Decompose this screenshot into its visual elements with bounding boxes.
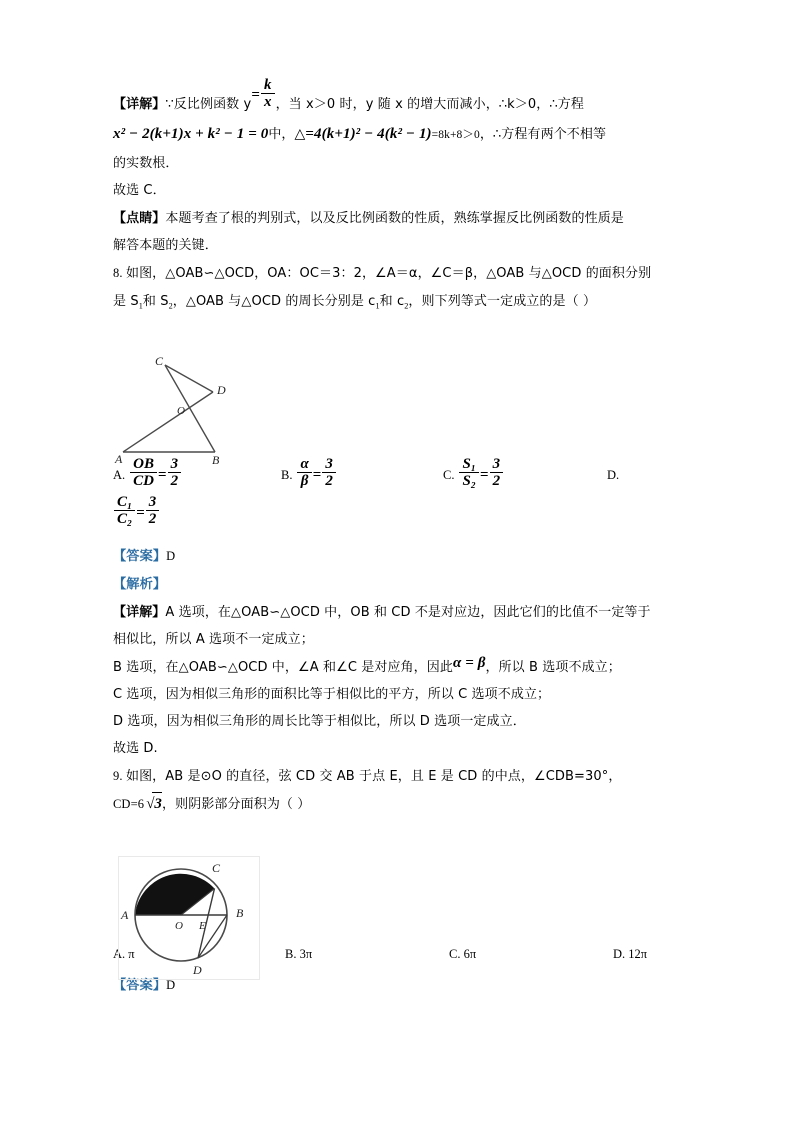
q7-insight-tag: 【点睛】 — [113, 211, 166, 227]
q9-answer-value: D — [166, 978, 176, 993]
radical-bar — [152, 792, 162, 793]
q8-option-a[interactable]: A. $\frac{OB}{CD}$ = $\frac{3}{2}$ — [113, 456, 182, 489]
q8-option-d-rden: 2 — [148, 511, 157, 528]
q8-answer-line — [113, 542, 691, 570]
q8-option-b-rden: 2 — [325, 473, 333, 490]
q8-detail-text3a: B 选项，在△OAB∽△OCD 中，∠A 和∠C 是对应角，因此 — [113, 660, 453, 676]
q8-option-c-den: S₂ — [462, 473, 477, 490]
q7-detail-conclusion: 故选 C． — [113, 183, 166, 199]
q8-sub-c1: 1 — [375, 302, 380, 312]
q7-detail-part2: ，当 x＞0 时，y 随 x 的增大而减小，∴k＞0，∴方程 — [275, 97, 584, 112]
q8-option-c-lhs — [459, 456, 479, 489]
q9-option-d-text: 12π — [628, 947, 648, 962]
label-A: A — [115, 452, 123, 466]
q8-option-d[interactable]: $\frac{\text{C₁}}{\text{C₂}}$ = $\frac{3}{2}$ — [113, 494, 160, 527]
q9-option-c[interactable] — [449, 947, 476, 962]
q8-detail-line4: C 选项，因为相似三角形的面积比等于相似比的平方，所以 C 选项不成立； — [113, 687, 551, 703]
q9-option-d[interactable] — [613, 947, 647, 962]
q8-answer-tag: 【答案】 — [113, 549, 167, 565]
q9-option-b[interactable] — [285, 947, 312, 962]
label-O: O — [177, 405, 185, 417]
q9-option-d-letter: D. — [613, 947, 626, 962]
q9-radical-three: √3 — [146, 791, 162, 818]
q8-option-a-num: OB — [130, 456, 157, 473]
q8-detail-line5: D 选项，因为相似三角形的周长比等于相似比，所以 D 选项一定成立． — [113, 714, 526, 730]
segment-CB — [165, 365, 215, 452]
q7-quadratic-equation: x² − 2(k+1)x + k² − 1 = 0 — [113, 126, 269, 143]
q8-option-d-letter-holder[interactable] — [607, 466, 619, 484]
q9-option-a-letter: A. — [113, 947, 126, 962]
q8-stem-line2 — [113, 287, 691, 320]
q7-discriminant-value: =8k+8＞0 — [431, 129, 480, 142]
q8-stem-d: 和 c — [379, 294, 405, 310]
q8-sub-s2: 2 — [168, 302, 173, 312]
q9-option-a-text: π — [128, 947, 135, 962]
label-B: B — [212, 453, 220, 467]
q8-detail-conclusion: 故选 D. — [113, 741, 158, 757]
q8-option-c-rhs — [490, 456, 504, 489]
q9-option-b-text: 3π — [299, 947, 313, 962]
q9-cd-value: CD=6 — [113, 797, 145, 812]
segment-AD — [123, 392, 213, 452]
circle-shaded-sector-svg — [119, 857, 257, 977]
label-C: C — [212, 861, 221, 875]
q7-detail-line3: 的实数根． — [113, 156, 179, 172]
q8-option-c-letter: C. — [443, 467, 455, 482]
q8-option-d-num: C₁ — [114, 494, 135, 511]
delta-equals: = — [305, 126, 315, 143]
q8-detail-tag: 【详解】 — [113, 605, 166, 621]
q8-options-row-2 — [113, 490, 691, 542]
q9-number: 9. — [113, 769, 123, 784]
q8-sub-s1: 1 — [138, 302, 143, 312]
q8-option-d-lhs — [114, 494, 135, 527]
q9-option-c-text: 6π — [463, 947, 477, 962]
q8-analysis-tag: 【解析】 — [113, 577, 167, 593]
q7-detail-part3: 中， — [268, 127, 295, 143]
q8-analysis-line — [113, 570, 691, 598]
q8-option-d-rhs — [146, 494, 160, 527]
q9-stem-text1: 如图，AB 是⊙O 的直径，弦 CD 交 AB 于点 E，且 E 是 CD 的中点，∠CDB=30°， — [125, 769, 622, 785]
q8-stem-c: ，△OAB 与△OCD 的周长分别是 c — [172, 294, 376, 310]
frac-denominator: x — [263, 94, 272, 111]
q7-insight-text1: 本题考查了根的判别式，以及反比例函数的性质，熟练掌握反比例函数的性质是 — [165, 211, 624, 227]
q8-option-d-letter: D. — [607, 468, 620, 483]
q9-stem-line2 — [113, 790, 691, 818]
label-C: C — [155, 354, 164, 368]
q8-stem-b: 和 S — [142, 294, 169, 310]
q8-stem-a: 是 S — [113, 294, 139, 310]
q7-eq-sign: = — [251, 87, 260, 103]
q8-option-a-letter: A. — [113, 467, 126, 482]
q9-option-c-letter: C. — [449, 947, 461, 962]
label-D: D — [193, 963, 202, 977]
shaded-sector-AOC — [135, 874, 215, 915]
q8-option-a-rnum: 3 — [168, 456, 182, 473]
frac-numerator: k — [261, 77, 275, 94]
q8-option-b-rnum: 3 — [322, 456, 336, 473]
q8-option-c-rden: 2 — [492, 473, 501, 490]
q8-option-b[interactable]: B. $\frac{\alpha}{\beta}$ = $\frac{3}{2}$ — [281, 456, 337, 489]
q7-discriminant-expression: 4(k+1)² − 4(k² − 1) — [314, 126, 432, 143]
delta-symbol: △ — [294, 127, 306, 143]
q8-sub-c2: 2 — [404, 302, 409, 312]
q7-fraction-k-over-x — [251, 77, 275, 110]
frac-k-x — [261, 77, 275, 110]
q8-detail-text3b: ，所以 B 选项不成立； — [485, 660, 621, 676]
q8-alpha-equals-beta: α = β — [452, 655, 486, 672]
q8-detail-line1 — [113, 598, 691, 626]
q8-option-a-den: CD — [133, 473, 154, 490]
q8-detail-text1: A 选项，在△OAB∽△OCD 中，OB 和 CD 不是对应边，因此它们的比值不一定等于 — [165, 605, 651, 621]
label-A: A — [121, 908, 129, 922]
q8-answer-value: D — [166, 549, 176, 564]
q8-detail-line2: 相似比，所以 A 选项不一定成立； — [113, 632, 314, 648]
q8-option-b-den: β — [300, 473, 309, 490]
label-B: B — [236, 906, 244, 920]
q9-stem-text2: ，则阴影部分面积为（ ） — [162, 797, 311, 813]
q7-insight-line1 — [113, 204, 691, 232]
q9-stem-line1 — [113, 762, 691, 790]
q8-option-c-rnum: 3 — [490, 456, 504, 473]
q8-option-c-num: S₁ — [459, 456, 479, 473]
label-O: O — [175, 920, 183, 932]
q8-diagram — [113, 352, 328, 470]
q8-stem-line1 — [113, 259, 691, 287]
q7-detail-part4: ，∴方程有两个不相等 — [479, 127, 607, 143]
similar-triangles-svg — [113, 352, 328, 470]
q8-stem-e: ，则下列等式一定成立的是（ ） — [408, 294, 597, 310]
q8-option-b-letter: B. — [281, 467, 293, 482]
q8-stem-text1: 如图，△OAB∽△OCD，OA：OC＝3：2，∠A＝α，∠C＝β，△OAB 与△OCD 的面积分别 — [125, 266, 652, 282]
q7-detail-line2 — [113, 119, 691, 150]
q8-option-c[interactable]: C. $\frac{\text{S₁}}{\text{S₂}}$ = $\frac{3}{2}$ — [443, 456, 504, 489]
q9-radicand: 3 — [154, 796, 163, 813]
q9-option-b-letter: B. — [285, 947, 297, 962]
q8-option-d-den: C₂ — [117, 511, 133, 528]
q8-option-a-rden: 2 — [170, 473, 179, 490]
q9-answer-tag: 【答案】 — [113, 978, 167, 994]
q8-number: 8. — [113, 266, 123, 281]
q7-detail-part1: ∵反比例函数 y — [165, 97, 252, 112]
q8-option-b-num: α — [297, 456, 311, 473]
q7-detail-line1 — [113, 77, 691, 119]
q7-insight-line2: 解答本题的关键． — [113, 238, 218, 254]
label-D: D — [217, 383, 226, 397]
q9-diagram — [118, 856, 260, 980]
label-E: E — [199, 920, 206, 932]
q8-option-d-rnum: 3 — [146, 494, 160, 511]
q8-detail-line3 — [113, 653, 691, 681]
q7-detail-tag: 【详解】 — [113, 97, 166, 112]
